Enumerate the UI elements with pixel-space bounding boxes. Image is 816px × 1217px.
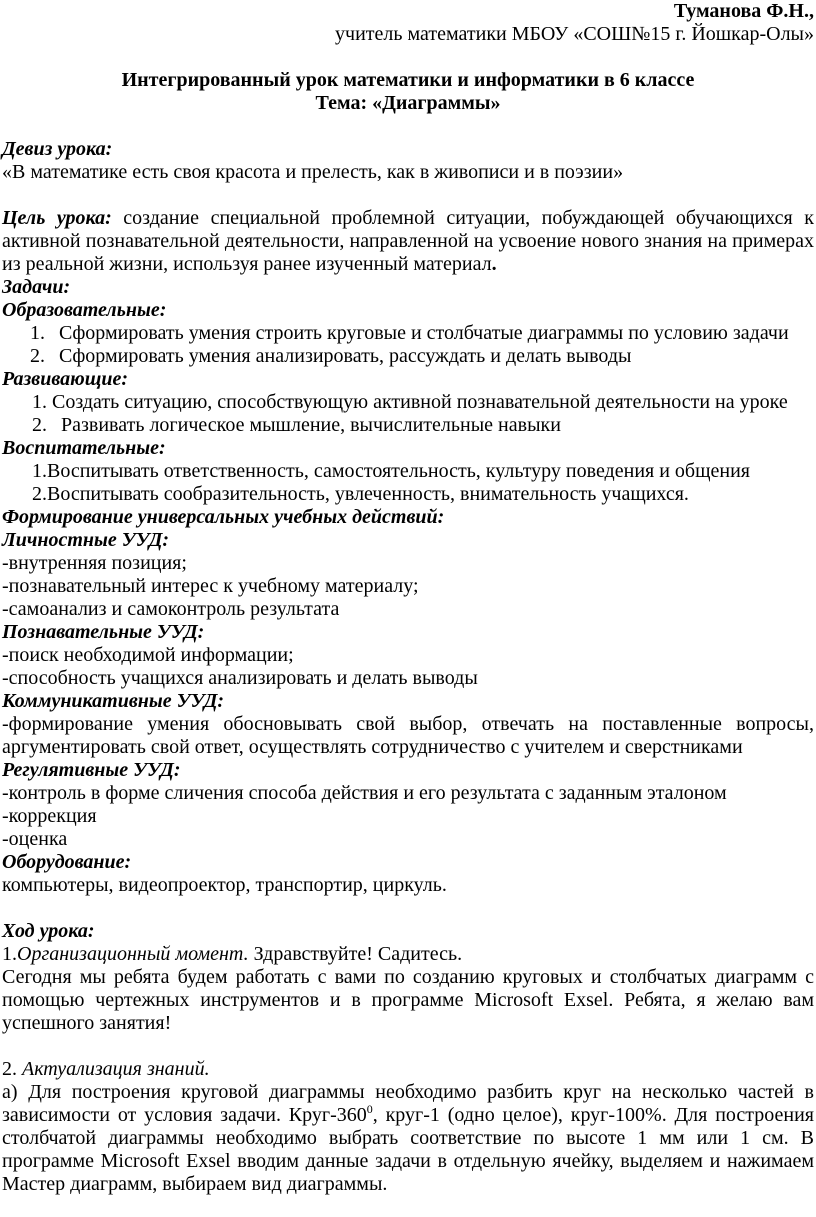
educational-heading: Образовательные: — [2, 299, 167, 321]
tasks-heading: Задачи: — [2, 276, 71, 298]
regulatory-uud-heading: Регулятивные УУД: — [2, 759, 181, 781]
list-item: -контроль в форме сличения способа действия и его результата с заданным эталоном — [2, 782, 727, 804]
list-item: -коррекция — [2, 805, 97, 827]
equipment-heading: Оборудование: — [2, 851, 132, 873]
developing-heading: Развивающие: — [2, 368, 129, 390]
list-item: -самоанализ и самоконтроль результата — [2, 598, 340, 620]
list-item: -поиск необходимой информации; — [2, 644, 294, 666]
step1-line: 1.Организационный момент. Здравствуйте! Садитесь. — [2, 943, 463, 965]
list-item: 2. Развивать логическое мышление, вычислительные навыки — [32, 414, 561, 436]
educational-list — [2, 322, 814, 368]
lesson-topic: Тема: «Диаграммы» — [315, 92, 501, 114]
list-item: -внутренняя позиция; — [2, 552, 187, 574]
list-item: 2.Воспитывать сообразительность, увлеченность, внимательность учащихся. — [32, 483, 689, 505]
step1-title: Организационный момент. — [17, 943, 249, 965]
upbringing-heading: Воспитательные: — [2, 437, 166, 459]
list-item: 1. Сформировать умения строить круговые и столбчатые диаграммы по условию задачи — [30, 322, 789, 344]
list-item: -познавательный интерес к учебному материалу; — [2, 575, 419, 597]
uud-heading: Формирование универсальных учебных действий: — [2, 506, 445, 528]
motto-heading: Девиз урока: — [2, 138, 113, 160]
step1-greeting: Здравствуйте! Садитесь. — [248, 943, 463, 965]
upbringing-list — [2, 460, 814, 506]
lesson-progress-heading: Ход урока: — [2, 920, 95, 942]
list-item: -способность учащихся анализировать и делать выводы — [2, 667, 478, 689]
step2-line: 2. Актуализация знаний. — [2, 1058, 210, 1080]
author-position: учитель математики МБОУ «СОШ№15 г. Йошкар-Олы» — [335, 23, 814, 45]
step2-title: Актуализация знаний. — [22, 1058, 210, 1080]
step1-text: Сегодня мы ребята будем работать с вами по созданию круговых и столбчатых диаграмм с помощью чертежных инструментов и в программе Microsoft Exsel. Ребята, я желаю вам успешного занятия! — [2, 966, 814, 1034]
list-item: 1.Воспитывать ответственность, самостоятельность, культуру поведения и общения — [32, 460, 750, 482]
list-item: -оценка — [2, 828, 68, 850]
step2-text: а) Для построения круговой диаграммы необходимо разбить круг на несколько частей в зависимости от условия задачи. Круг-$360^0$, круг-1 (одно целое), круг-100%. Для построения столбчатой диаграммы необходимо выбрать соответствие по высоте 1 мм или 1 см. В программе Microsoft Exsel вводим данные задачи в отдельную ячейку, выделяем и нажимаем Мастер диаграмм, выбираем вид диаграммы. — [2, 1081, 814, 1195]
document-page — [2, 0, 814, 1196]
goal-end: . — [491, 253, 497, 275]
list-item: 1. Создать ситуацию, способствующую активной познавательной деятельности на уроке — [32, 391, 788, 413]
goal-heading: Цель урока: — [2, 207, 112, 229]
communicative-uud-text: -формирование умения обосновывать свой выбор, отвечать на поставленные вопросы, аргументировать свой ответ, осуществлять сотрудничество с учителем и сверстниками — [2, 713, 814, 758]
list-item: 2. Сформировать умения анализировать, рассуждать и делать выводы — [30, 345, 632, 367]
personal-uud-heading: Личностные УУД: — [2, 529, 170, 551]
goal-text: создание специальной проблемной ситуации, побуждающей обучающихся к активной познавательной деятельности, направленной на усвоение нового знания на примерах из реальной жизни, используя ранее изученный материал — [2, 207, 814, 275]
communicative-uud-heading: Коммуникативные УУД: — [2, 690, 225, 712]
cognitive-uud-heading: Познавательные УУД: — [2, 621, 205, 643]
equipment-text: компьютеры, видеопроектор, транспортир, циркуль. — [2, 874, 447, 896]
goal-paragraph — [2, 207, 814, 276]
lesson-title: Интегрированный урок математики и информатики в 6 классе — [121, 69, 695, 91]
author-name: Туманова Ф.Н., — [673, 0, 814, 22]
developing-list — [2, 391, 814, 437]
motto-text: «В математике есть своя красота и прелесть, как в живописи и в поэзии» — [2, 161, 624, 183]
